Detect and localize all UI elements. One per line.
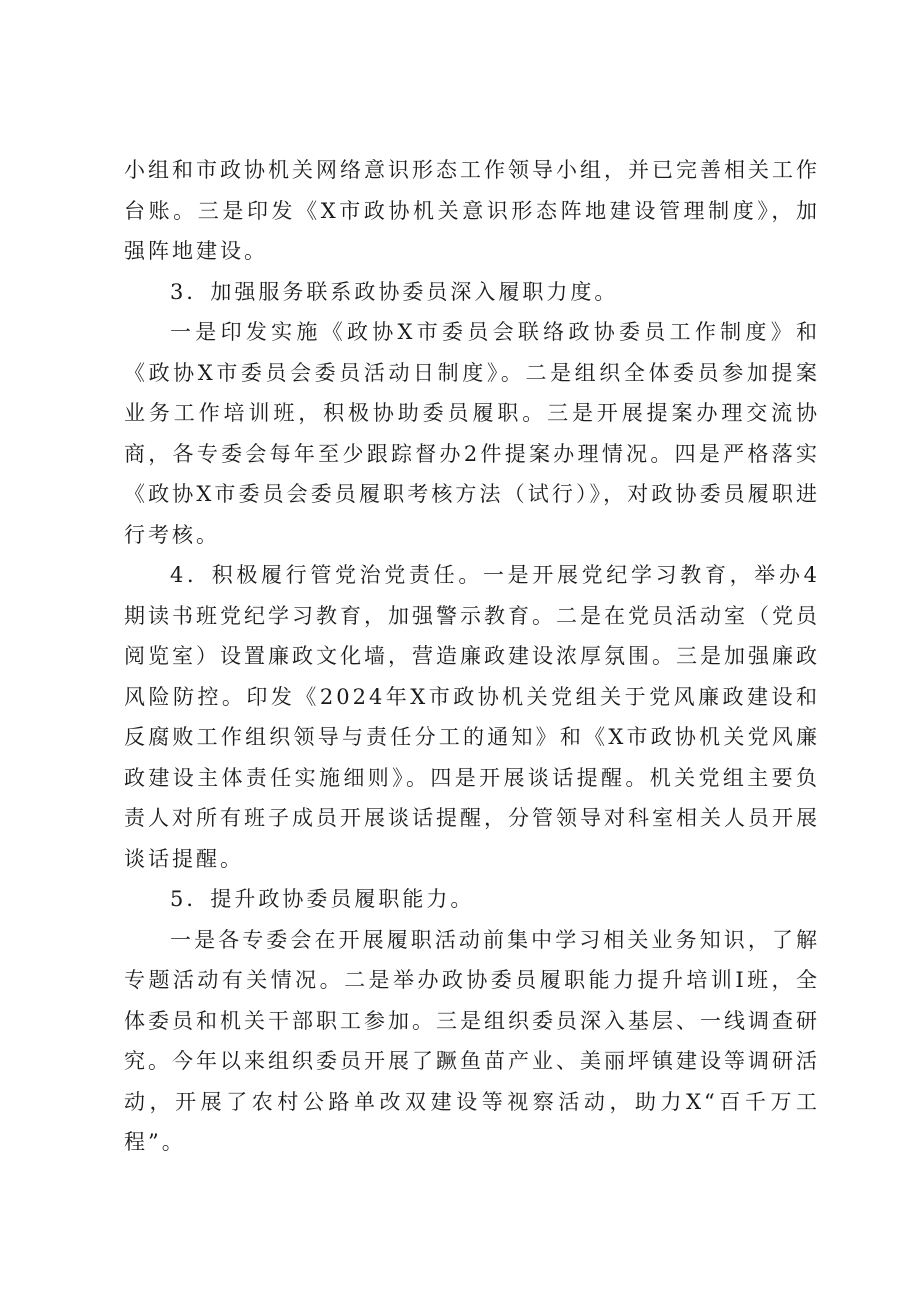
paragraph-party-responsibility: 4．积极履行管党治党责任。一是开展党纪学习教育，举办4期读书班党纪学习教育，加强警示教育。二是在党员活动室（党员阅览室）设置廉政文化墙，营造廉政建设浓厚氛围。三是加强廉政风险防控。印发《2024年X市政协机关党组关于党风廉政建设和反腐败工作组织领导与责任分工的通知》和《X市政协机关党风廉政建设主体责任实施细则》。四是开展谈话提醒。机关党组主要负责人对所有班子成员开展谈话提醒，分管领导对科室相关人员开展谈话提醒。 xyxy=(124,563,820,871)
section-heading-5: 5．提升政协委员履职能力。 xyxy=(170,887,475,911)
section-heading-3: 3．加强服务联系政协委员深入履职力度。 xyxy=(170,279,619,304)
paragraph-continuation: 小组和市政协机关网络意识形态工作领导小组，并已完善相关工作台账。三是印发《X市政协机关意识形态阵地建设管理制度》，加强阵地建设。 xyxy=(124,158,820,263)
paragraph-member-capacity: 一是各专委会在开展履职活动前集中学习相关业务知识，了解专题活动有关情况。二是举办政协委员履职能力提升培训I班，全体委员和机关干部职工参加。三是组织委员深入基层、一线调查研究。今年以来组织委员开展了蹶鱼苗产业、美丽坪镇建设等调研活动，开展了农村公路单改双建设等视察活动，助力X“百千万工程”。 xyxy=(124,927,820,1154)
document-body xyxy=(124,150,820,1163)
paragraph-committee-liaison: 一是印发实施《政协X市委员会联络政协委员工作制度》和《政协X市委员会委员活动日制度》。二是组织全体委员参加提案业务工作培训班，积极协助委员履职。三是开展提案办理交流协商，各专委会每年至少跟踪督办2件提案办理情况。四是严格落实《政协X市委员会委员履职考核方法（试行）》，对政协委员履职进行考核。 xyxy=(124,320,820,547)
